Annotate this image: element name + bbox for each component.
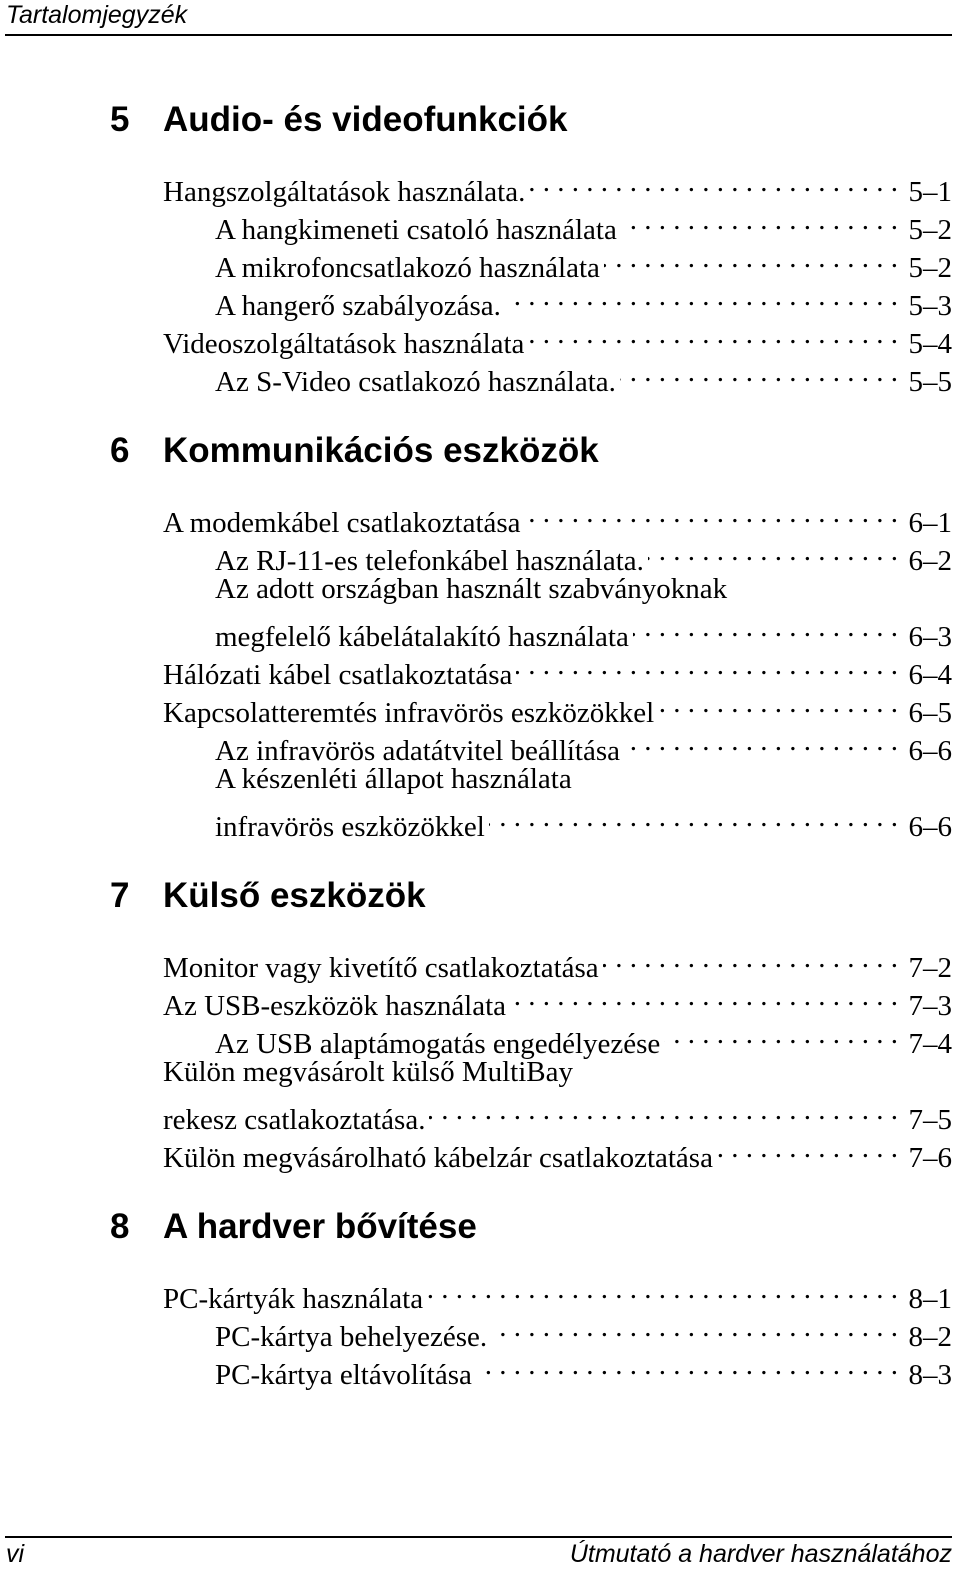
toc-entry-page: 7–2 [908,952,952,984]
toc-entry[interactable] [163,163,952,208]
dot-leader [529,163,898,201]
chapter-heading-6[interactable] [110,427,599,475]
toc-entry[interactable] [163,1091,952,1136]
toc-entry[interactable] [215,1308,952,1353]
toc-entry-page: 6–3 [908,621,952,653]
dot-leader [648,532,898,570]
dot-leader [505,277,898,315]
toc-entry-title: Az USB alaptámogatás engedélyezése [215,1028,661,1060]
toc-entry-title: A mikrofoncsatlakozó használata [215,252,600,284]
toc-entry[interactable] [215,1346,952,1391]
toc-entry-title: Monitor vagy kivetítő csatlakoztatása [163,952,599,984]
toc-entry[interactable] [163,1129,952,1174]
header-rule [5,34,952,36]
toc-entry-title: Az adott országban használt szabványoknak [215,573,728,605]
toc-entry-title: PC-kártya behelyezése. [215,1321,488,1353]
dot-leader [510,977,898,1015]
toc-entry-title: Hangszolgáltatások használata. [163,176,526,208]
page-number: vi [6,1540,25,1568]
chapter-title: Kommunikációs eszközök [163,431,599,470]
toc-entry-title: Kapcsolatteremtés infravörös eszközökkel [163,697,655,729]
toc-entry[interactable] [215,353,952,398]
toc-entry-title: Az RJ-11-es telefonkábel használata. [215,545,644,577]
chapter-number: 5 [110,100,130,139]
toc-entry[interactable] [163,939,952,984]
dot-leader [621,201,898,239]
chapter-title: Audio- és videofunkciók [163,100,568,139]
toc-entry[interactable] [215,798,952,843]
toc-entry[interactable] [163,1270,952,1315]
chapter-number: 8 [110,1207,130,1246]
toc-entry-page: 5–5 [908,366,952,398]
toc-entry-title: A hangkimeneti csatoló használata [215,214,617,246]
toc-entry-page: 8–1 [908,1283,952,1315]
toc-entry[interactable] [215,239,952,284]
dot-leader [664,1015,898,1053]
toc-entry-title: Külön megvásárolható kábelzár csatlakoztatása [163,1142,713,1174]
chapter-title: A hardver bővítése [163,1207,477,1246]
dot-leader [633,608,898,646]
toc-entry-title: rekesz csatlakoztatása. [163,1104,426,1136]
toc-entry-page: 5–3 [908,290,952,322]
chapter-title: Külső eszközök [163,876,426,915]
toc-entry[interactable] [215,532,952,577]
toc-entry[interactable] [163,977,952,1022]
toc-entry-page: 7–4 [908,1028,952,1060]
toc-entry-page: 6–2 [908,545,952,577]
dot-leader [427,1270,898,1308]
toc-entry-page: 6–6 [908,811,952,843]
toc-entry[interactable] [163,646,952,691]
chapter-heading-5[interactable] [110,96,568,144]
toc-entry[interactable] [163,494,952,539]
toc-entry-page: 5–4 [908,328,952,360]
toc-entry-page: 6–5 [908,697,952,729]
dot-leader [476,1346,898,1384]
toc-entry[interactable] [215,277,952,322]
chapter-heading-7[interactable] [110,872,426,920]
dot-leader [620,353,898,391]
dot-leader [604,239,898,277]
toc-entry-page: 6–4 [908,659,952,691]
dot-leader [658,684,898,722]
toc-entry-title: PC-kártyák használata [163,1283,424,1315]
toc-entry[interactable] [215,722,952,767]
toc-entry-page: 7–6 [908,1142,952,1174]
toc-entry-title: Külön megvásárolt külső MultiBay [163,1056,573,1088]
dot-leader [489,798,898,836]
toc-entry[interactable] [215,1015,952,1060]
book-title: Útmutató a hardver használatához [569,1540,952,1568]
dot-leader [491,1308,898,1346]
toc-entry-page: 7–3 [908,990,952,1022]
toc-entry-title: A hangerő szabályozása. [215,290,501,322]
toc-entry-page: 8–2 [908,1321,952,1353]
chapter-number: 7 [110,876,130,915]
chapter-heading-8[interactable] [110,1203,477,1251]
dot-leader [717,1129,898,1167]
toc-entry[interactable] [163,315,952,360]
toc-entry-title: PC-kártya eltávolítása [215,1359,472,1391]
toc-entry-page: 6–1 [908,507,952,539]
toc-entry-page: 5–2 [908,252,952,284]
dot-leader [516,646,898,684]
toc-entry-title: Az S-Video csatlakozó használata. [215,366,616,398]
dot-leader [528,315,898,353]
toc-entry-title: Videoszolgáltatások használata [163,328,525,360]
running-head: Tartalomjegyzék [6,1,188,29]
chapter-number: 6 [110,431,130,470]
toc-entry-title: A készenléti állapot használata [215,763,572,795]
toc-entry-title: Az USB-eszközök használata [163,990,507,1022]
toc-entry-title: Az infravörös adatátvitel beállítása [215,735,621,767]
toc-entry-title: megfelelő kábelátalakító használata [215,621,629,653]
toc-entry-title: A modemkábel csatlakoztatása [163,507,521,539]
toc-entry-page: 5–1 [908,176,952,208]
dot-leader [429,1091,898,1129]
dot-leader [525,494,898,532]
toc-entry-page: 6–6 [908,735,952,767]
toc-entry-page: 5–2 [908,214,952,246]
toc-entry[interactable] [215,760,952,798]
toc-entry-page: 8–3 [908,1359,952,1391]
toc-entry[interactable] [215,201,952,246]
toc-entry[interactable] [215,570,952,608]
toc-entry[interactable] [163,1053,952,1091]
toc-entry[interactable] [215,608,952,653]
toc-entry-title: infravörös eszközökkel [215,811,485,843]
dot-leader [624,722,898,760]
toc-entry[interactable] [163,684,952,729]
dot-leader [603,939,898,977]
toc-entry-page: 7–5 [908,1104,952,1136]
toc-entry-title: Hálózati kábel csatlakoztatása [163,659,513,691]
